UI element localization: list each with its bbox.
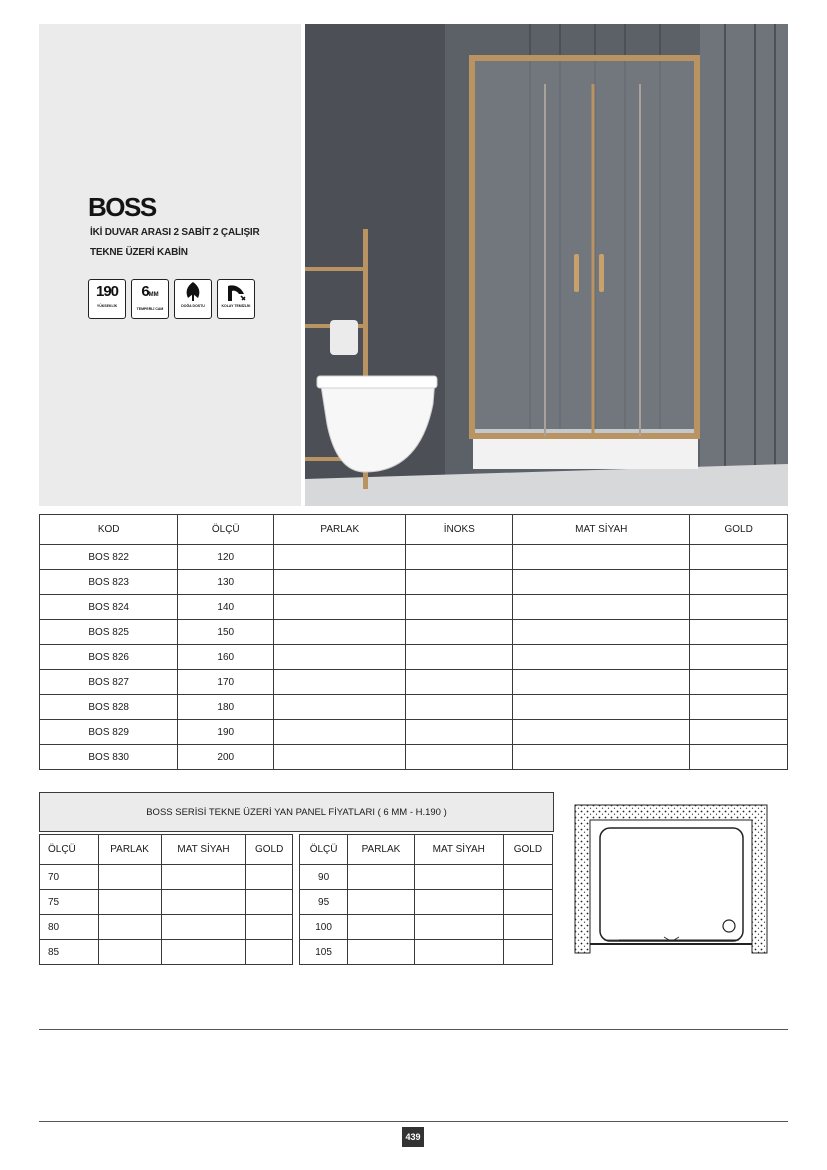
table-row: BOS 823 130 [40, 570, 788, 595]
table-row: BOS 824 140 [40, 595, 788, 620]
hero-info-panel [39, 24, 301, 506]
table-row: BOS 830 200 [40, 745, 788, 770]
page-number: 439 [402, 1127, 424, 1147]
table-row: BOS 826 160 [40, 645, 788, 670]
table-row: BOS 825 150 [40, 620, 788, 645]
table-row: 80 [40, 915, 293, 940]
table-row: 95 [300, 890, 553, 915]
table-row: 75 [40, 890, 293, 915]
side-panel-table-left: ÖLÇÜ PARLAK MAT SİYAH GOLD 70 75 80 85 [39, 834, 293, 965]
col-olcu: ÖLÇÜ [178, 515, 274, 545]
eco-leaf-icon: DOĞA DOSTU [174, 279, 212, 319]
product-photo [305, 24, 788, 506]
col-kod: KOD [40, 515, 178, 545]
shower-plan-diagram [574, 804, 768, 954]
product-title: BOSS [88, 192, 156, 222]
col-gold: GOLD [690, 515, 788, 545]
table-row: 70 [40, 865, 293, 890]
side-panel-table-right: ÖLÇÜ PARLAK MAT SİYAH GOLD 90 95 100 105 [299, 834, 553, 965]
divider [39, 1029, 788, 1030]
price-table [39, 514, 788, 770]
product-subtitle-line1: İKİ DUVAR ARASI 2 SABİT 2 ÇALIŞIR [90, 227, 260, 238]
product-subtitle-line2: TEKNE ÜZERİ KABİN [90, 247, 188, 258]
table-row: BOS 827 170 [40, 670, 788, 695]
table-row: BOS 829 190 [40, 720, 788, 745]
table-row: BOS 822 120 [40, 545, 788, 570]
table-row: 105 [300, 940, 553, 965]
height-190-icon: 190 YÜKSEKLİK [88, 279, 126, 319]
divider [39, 1121, 788, 1122]
col-parlak: PARLAK [274, 515, 406, 545]
table-row: 85 [40, 940, 293, 965]
feature-badges [88, 279, 255, 319]
table-row: BOS 828 180 [40, 695, 788, 720]
easy-clean-icon: KOLAY TEMİZLİK [217, 279, 255, 319]
table-row: 90 [300, 865, 553, 890]
side-panel-title: BOSS SERİSİ TEKNE ÜZERİ YAN PANEL FİYATLARI ( 6 MM - H.190 ) [39, 792, 554, 832]
col-inoks: İNOKS [406, 515, 513, 545]
table-row: 100 [300, 915, 553, 940]
col-mat-siyah: MAT SİYAH [513, 515, 690, 545]
glass-6mm-icon: 6MM TEMPERLİ CAM [131, 279, 169, 319]
